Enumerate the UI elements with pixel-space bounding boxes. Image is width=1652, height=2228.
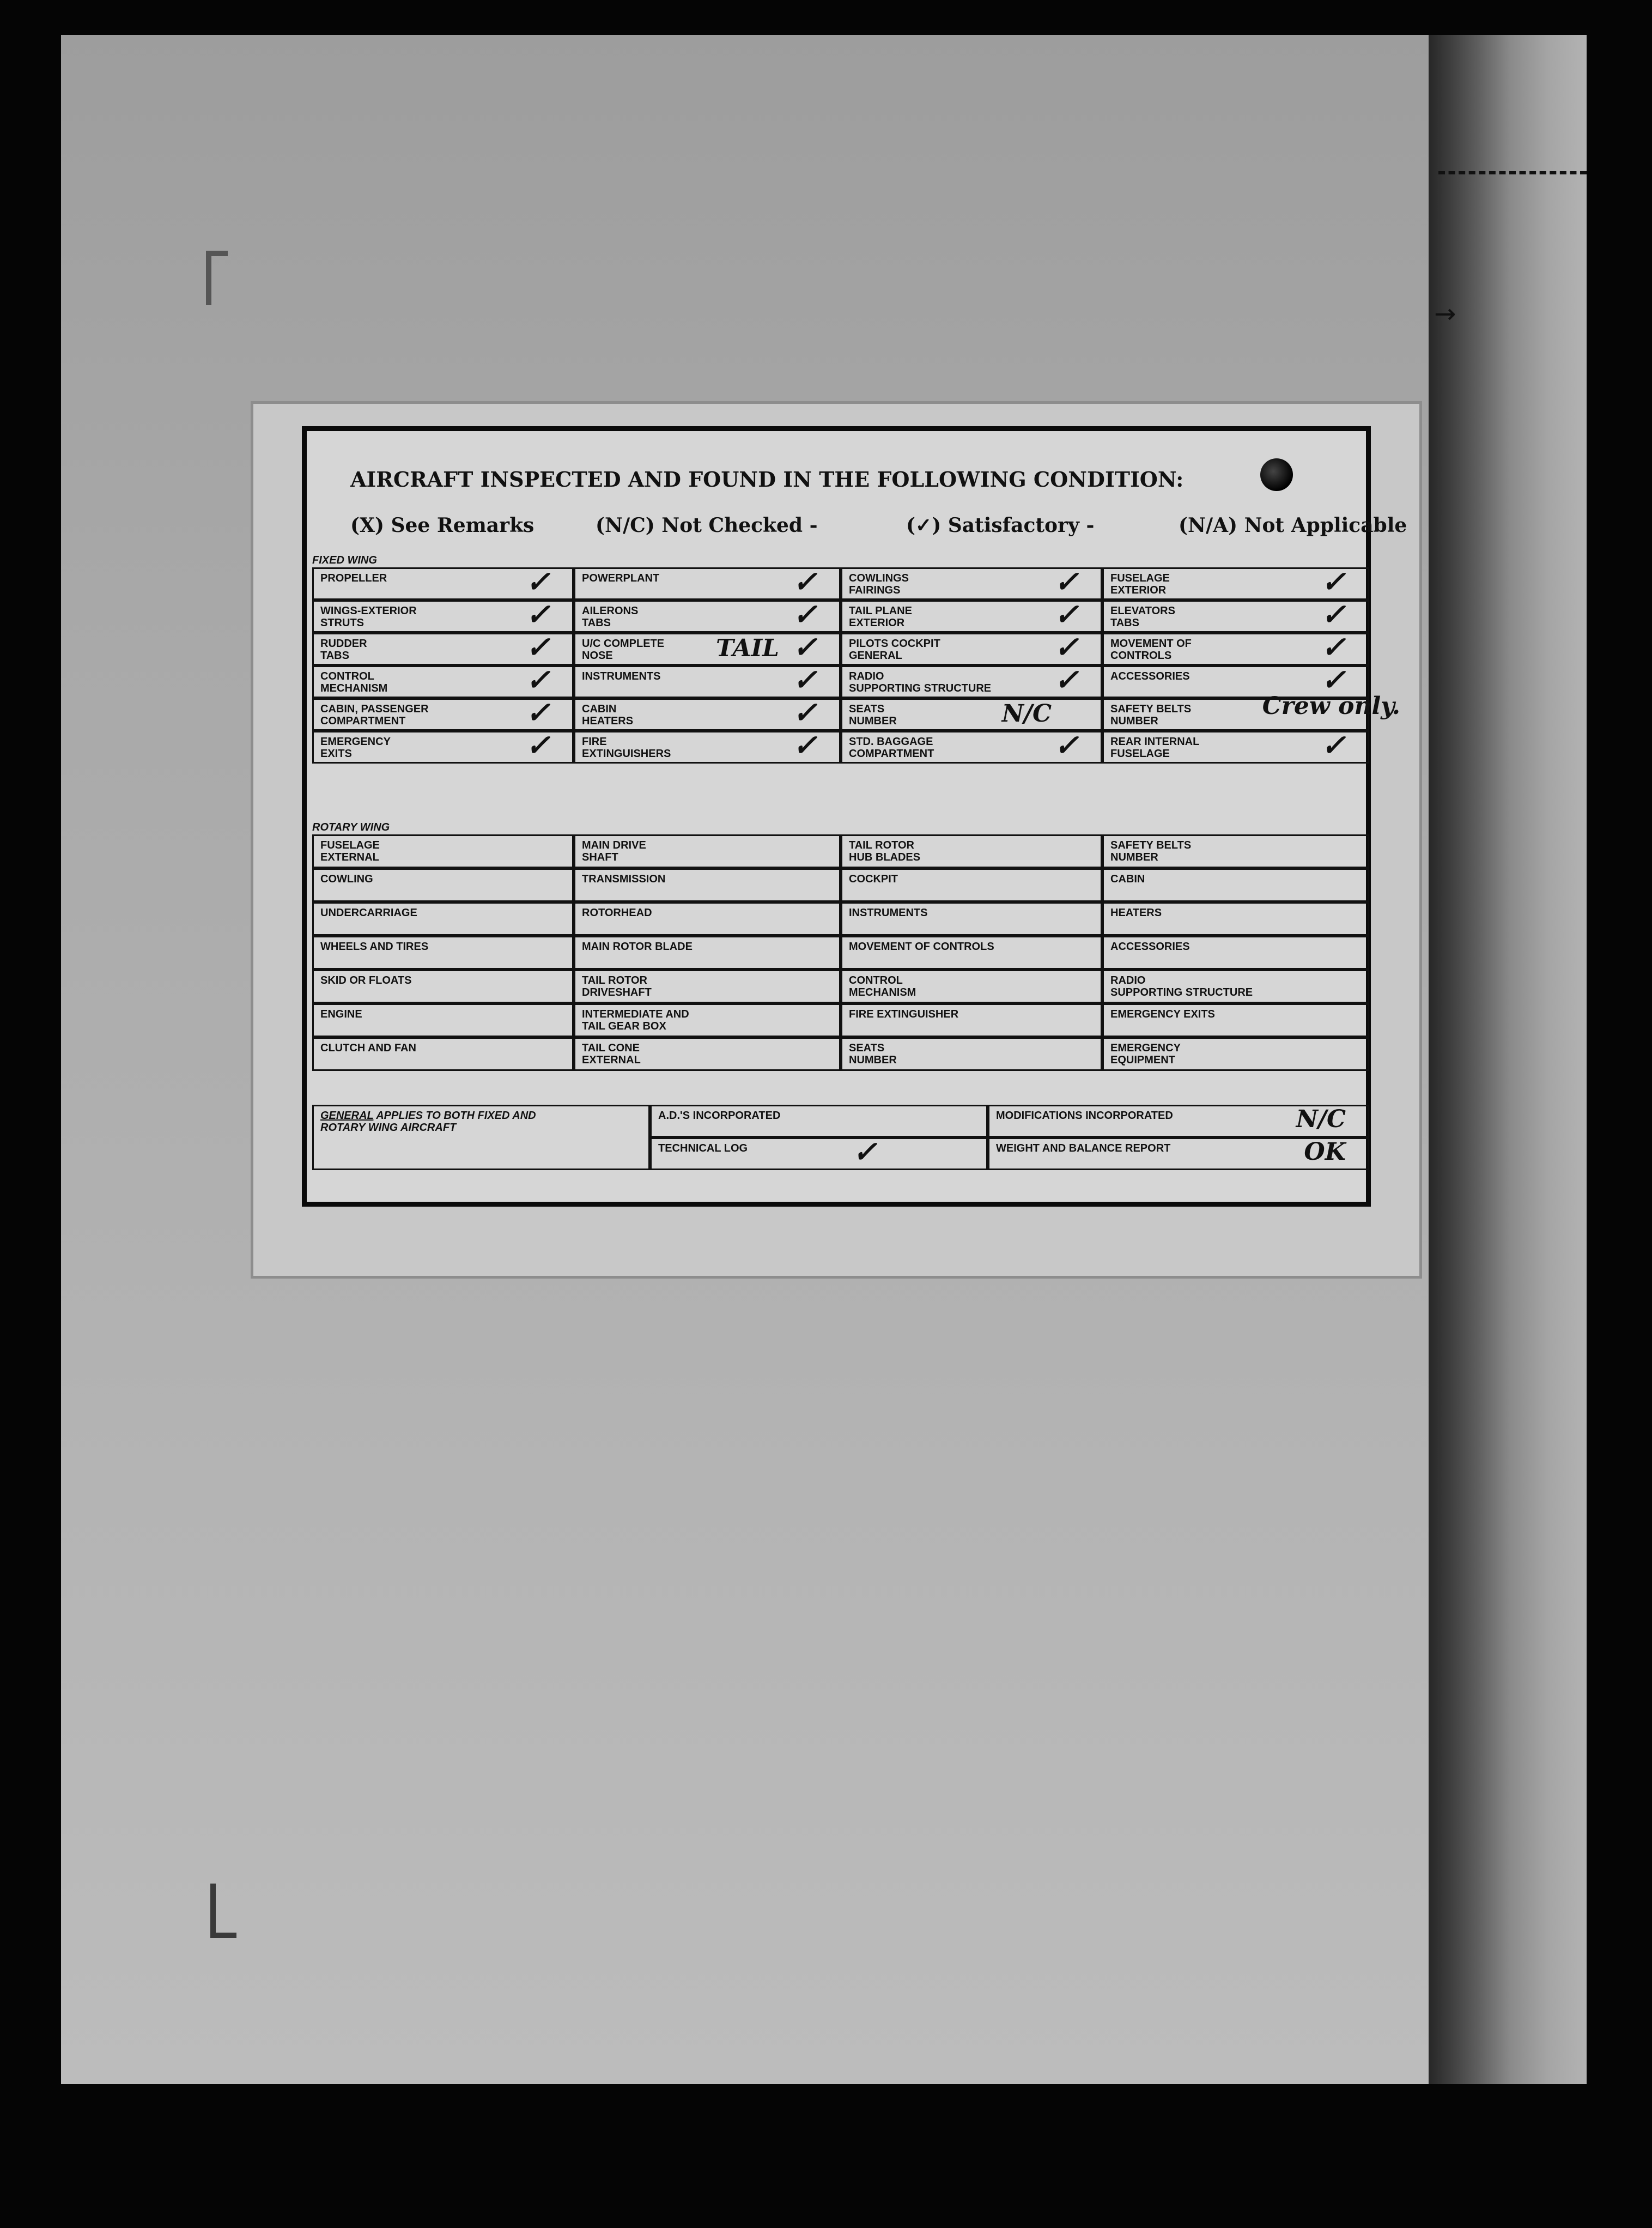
check-mark: ✓ — [1054, 629, 1079, 664]
form-title: AIRCRAFT INSPECTED AND FOUND IN THE FOLLOWING CONDITION: — [350, 467, 1184, 492]
rotary-wing-cell-label: EMERGENCY EQUIPMENT — [1110, 1042, 1181, 1066]
fixed-wing-cell-label: CONTROL MECHANISM — [320, 670, 388, 694]
fixed-wing-cell — [841, 662, 1102, 698]
general-cell — [650, 1105, 988, 1137]
rotary-wing-cell — [841, 970, 1102, 1003]
check-mark: ✓ — [525, 695, 550, 730]
general-cell — [988, 1105, 1369, 1137]
check-mark: ✓ — [1321, 564, 1346, 599]
fixed-wing-cell — [1102, 692, 1400, 731]
fixed-wing-cell-label: MOVEMENT OF CONTROLS — [1110, 638, 1192, 662]
rotary-wing-cell-label: MAIN ROTOR BLADE — [582, 941, 693, 953]
fixed-wing-cell — [841, 698, 1102, 731]
check-mark: ✓ — [525, 597, 550, 632]
general-cell-label: A.D.'S INCORPORATED — [658, 1110, 781, 1122]
check-mark: ✓ — [1054, 597, 1079, 632]
rotary-wing-cell — [841, 936, 1102, 970]
rotary-wing-cell — [1102, 970, 1369, 1003]
rotary-wing-cell — [312, 1003, 574, 1037]
rotary-wing-cell-label: CONTROL MECHANISM — [849, 974, 916, 998]
fixed-wing-cell-label: CABIN, PASSENGER COMPARTMENT — [320, 703, 429, 727]
fixed-wing-cell — [312, 629, 574, 665]
rotary-wing-cell — [312, 1037, 574, 1071]
check-mark: ✓ — [525, 629, 550, 664]
rotary-wing-cell-label: TAIL ROTOR DRIVESHAFT — [582, 974, 652, 998]
fixed-wing-cell-label: PROPELLER — [320, 572, 387, 584]
rotary-wing-cell-label: UNDERCARRIAGE — [320, 907, 417, 919]
general-note-lead: GENERAL — [320, 1110, 374, 1122]
rotary-wing-cell — [312, 834, 574, 868]
rotary-wing-cell — [841, 1003, 1102, 1037]
rotary-wing-cell-label: COWLING — [320, 873, 373, 885]
rotary-wing-cell-label: HEATERS — [1110, 907, 1162, 919]
check-mark: ✓ — [525, 662, 550, 697]
rotary-wing-cell-label: TRANSMISSION — [582, 873, 666, 885]
fixed-wing-cell — [841, 597, 1102, 633]
check-mark: ✓ — [1321, 629, 1346, 664]
fixed-wing-cell — [1102, 629, 1369, 665]
fixed-wing-cell — [312, 597, 574, 633]
rotary-wing-cell-label: WHEELS AND TIRES — [320, 941, 429, 953]
fixed-wing-cell-label: RUDDER TABS — [320, 638, 367, 662]
fixed-wing-cell — [841, 728, 1102, 764]
fixed-wing-cell — [574, 662, 841, 698]
check-mark: ✓ — [1054, 662, 1079, 697]
rotary-wing-cell-label: MAIN DRIVE SHAFT — [582, 839, 646, 863]
rotary-wing-cell-label: INSTRUMENTS — [849, 907, 928, 919]
fixed-wing-cell-label: STD. BAGGAGE COMPARTMENT — [849, 736, 934, 760]
rotary-wing-cell — [312, 936, 574, 970]
rotary-wing-cell — [574, 936, 841, 970]
fixed-wing-cell — [574, 728, 841, 764]
rotary-wing-cell — [312, 868, 574, 902]
rotary-wing-cell — [312, 970, 574, 1003]
rotary-wing-cell — [841, 902, 1102, 936]
fixed-wing-cell-label: EMERGENCY EXITS — [320, 736, 391, 760]
rotary-wing-cell — [312, 902, 574, 936]
rotary-wing-cell — [1102, 936, 1369, 970]
check-mark: ✓ — [792, 597, 817, 632]
binding-dash-line — [1438, 171, 1587, 174]
check-mark: ✓ — [792, 629, 817, 664]
check-mark: ✓ — [1054, 564, 1079, 599]
fixed-wing-cell — [574, 597, 841, 633]
check-mark: ✓ — [1321, 662, 1346, 697]
rotary-wing-cell-label: FIRE EXTINGUISHER — [849, 1008, 959, 1020]
handwritten-note: Crew only. — [1262, 692, 1400, 720]
corner-crop-mark-top — [206, 251, 228, 305]
rotary-wing-cell-label: CLUTCH AND FAN — [320, 1042, 416, 1054]
fixed-wing-cell — [574, 629, 841, 665]
fixed-wing-cell-label: FIRE EXTINGUISHERS — [582, 736, 671, 760]
legend-satisfactory: (✓) Satisfactory - — [906, 514, 1095, 537]
binding-spine — [1429, 35, 1587, 2084]
handwritten-note: N/C — [1296, 1105, 1346, 1133]
fixed-wing-cell-label: PILOTS COCKPIT GENERAL — [849, 638, 940, 662]
handwritten-note: N/C — [1001, 700, 1052, 728]
check-mark: ✓ — [852, 1134, 877, 1169]
rotary-wing-cell — [841, 1037, 1102, 1071]
fixed-wing-cell-label: CABIN HEATERS — [582, 703, 634, 727]
rotary-wing-cell — [574, 1037, 841, 1071]
fixed-wing-cell-label: U/C COMPLETE NOSE — [582, 638, 665, 662]
fixed-wing-cell-label: SAFETY BELTS NUMBER — [1110, 703, 1192, 727]
rotary-wing-cell — [574, 834, 841, 868]
check-mark: ✓ — [792, 564, 817, 599]
rotary-wing-cell — [1102, 902, 1369, 936]
general-note — [312, 1105, 650, 1170]
general-note-text: APPLIES TO BOTH FIXED AND ROTARY WING AIRCRAFT — [320, 1110, 536, 1134]
fixed-wing-cell-label: SEATS NUMBER — [849, 703, 897, 727]
fixed-wing-cell-label: COWLINGS FAIRINGS — [849, 572, 909, 596]
check-mark: ✓ — [525, 728, 550, 762]
fixed-wing-cell — [574, 564, 841, 600]
check-mark: ✓ — [792, 662, 817, 697]
handwritten-note: TAIL — [716, 634, 779, 662]
legend-see-remarks: (X) See Remarks — [350, 514, 535, 537]
rotary-wing-cell-label: SKID OR FLOATS — [320, 974, 412, 986]
corner-crop-mark-bottom — [210, 1884, 236, 1938]
general-cell — [988, 1137, 1369, 1170]
fixed-wing-cell — [312, 728, 574, 764]
rotary-wing-cell-label: CABIN — [1110, 873, 1145, 885]
general-cell-label: TECHNICAL LOG — [658, 1142, 748, 1154]
rotary-wing-cell-label: TAIL CONE EXTERNAL — [582, 1042, 641, 1066]
rotary-wing-cell — [1102, 868, 1369, 902]
fixed-wing-cell — [1102, 564, 1369, 600]
rotary-wing-cell-label: TAIL ROTOR HUB BLADES — [849, 839, 921, 863]
legend-not-checked: (N/C) Not Checked - — [596, 514, 818, 537]
rotary-wing-cell-label: EMERGENCY EXITS — [1110, 1008, 1215, 1020]
rotary-wing-cell — [574, 868, 841, 902]
rotary-wing-cell — [574, 970, 841, 1003]
general-cell — [650, 1134, 988, 1170]
fixed-wing-cell-label: REAR INTERNAL FUSELAGE — [1110, 736, 1200, 760]
fixed-wing-cell — [841, 564, 1102, 600]
rotary-wing-cell-label: ACCESSORIES — [1110, 941, 1190, 953]
rotary-wing-cell — [841, 834, 1102, 868]
general-cell-label: MODIFICATIONS INCORPORATED — [996, 1110, 1173, 1122]
fixed-wing-cell — [312, 695, 574, 731]
rotary-wing-header: ROTARY WING — [312, 821, 390, 833]
rotary-wing-cell — [574, 1003, 841, 1037]
check-mark: ✓ — [1321, 728, 1346, 762]
rotary-wing-cell — [841, 868, 1102, 902]
fixed-wing-cell-label: POWERPLANT — [582, 572, 660, 584]
rotary-wing-cell — [1102, 1003, 1369, 1037]
fixed-wing-cell-label: WINGS-EXTERIOR STRUTS — [320, 605, 417, 629]
rotary-wing-cell-label: ENGINE — [320, 1008, 362, 1020]
inspection-form — [302, 426, 1407, 1207]
handwritten-note: OK — [1304, 1138, 1346, 1166]
rotary-wing-cell-label: SAFETY BELTS NUMBER — [1110, 839, 1192, 863]
rotary-wing-cell-label: RADIO SUPPORTING STRUCTURE — [1110, 974, 1253, 998]
rotary-wing-cell-label: COCKPIT — [849, 873, 898, 885]
rotary-wing-cell-label: INTERMEDIATE AND TAIL GEAR BOX — [582, 1008, 689, 1032]
general-cell-label: WEIGHT AND BALANCE REPORT — [996, 1142, 1171, 1154]
check-mark: ✓ — [792, 695, 817, 730]
fixed-wing-cell — [312, 662, 574, 698]
rotary-wing-cell — [574, 902, 841, 936]
check-mark: ✓ — [1321, 597, 1346, 632]
check-mark: ✓ — [792, 728, 817, 762]
fixed-wing-cell — [841, 629, 1102, 665]
fixed-wing-cell-label: ACCESSORIES — [1110, 670, 1190, 682]
rotary-wing-cell-label: MOVEMENT OF CONTROLS — [849, 941, 994, 953]
rotary-wing-cell — [1102, 834, 1369, 868]
fixed-wing-cell-label: AILERONS TABS — [582, 605, 639, 629]
rotary-wing-cell-label: ROTORHEAD — [582, 907, 652, 919]
fixed-wing-cell-label: FUSELAGE EXTERIOR — [1110, 572, 1170, 596]
rotary-wing-cell-label: FUSELAGE EXTERNAL — [320, 839, 380, 863]
legend-not-applicable: (N/A) Not Applicable — [1179, 514, 1407, 537]
fixed-wing-cell — [1102, 728, 1369, 764]
fixed-wing-cell-label: INSTRUMENTS — [582, 670, 661, 682]
fixed-wing-cell-label: ELEVATORS TABS — [1110, 605, 1175, 629]
fixed-wing-cell — [312, 564, 574, 600]
check-mark: ✓ — [525, 564, 550, 599]
rotary-wing-cell — [1102, 1037, 1369, 1071]
rotary-wing-cell-label: SEATS NUMBER — [849, 1042, 897, 1066]
fixed-wing-cell-label: RADIO SUPPORTING STRUCTURE — [849, 670, 992, 694]
fixed-wing-cell-label: TAIL PLANE EXTERIOR — [849, 605, 912, 629]
punch-hole — [1260, 458, 1293, 491]
binding-arrow-icon: → — [1434, 299, 1456, 329]
check-mark: ✓ — [1054, 728, 1079, 762]
fixed-wing-cell — [1102, 597, 1369, 633]
fixed-wing-header: FIXED WING — [312, 554, 377, 566]
fixed-wing-cell — [574, 695, 841, 731]
